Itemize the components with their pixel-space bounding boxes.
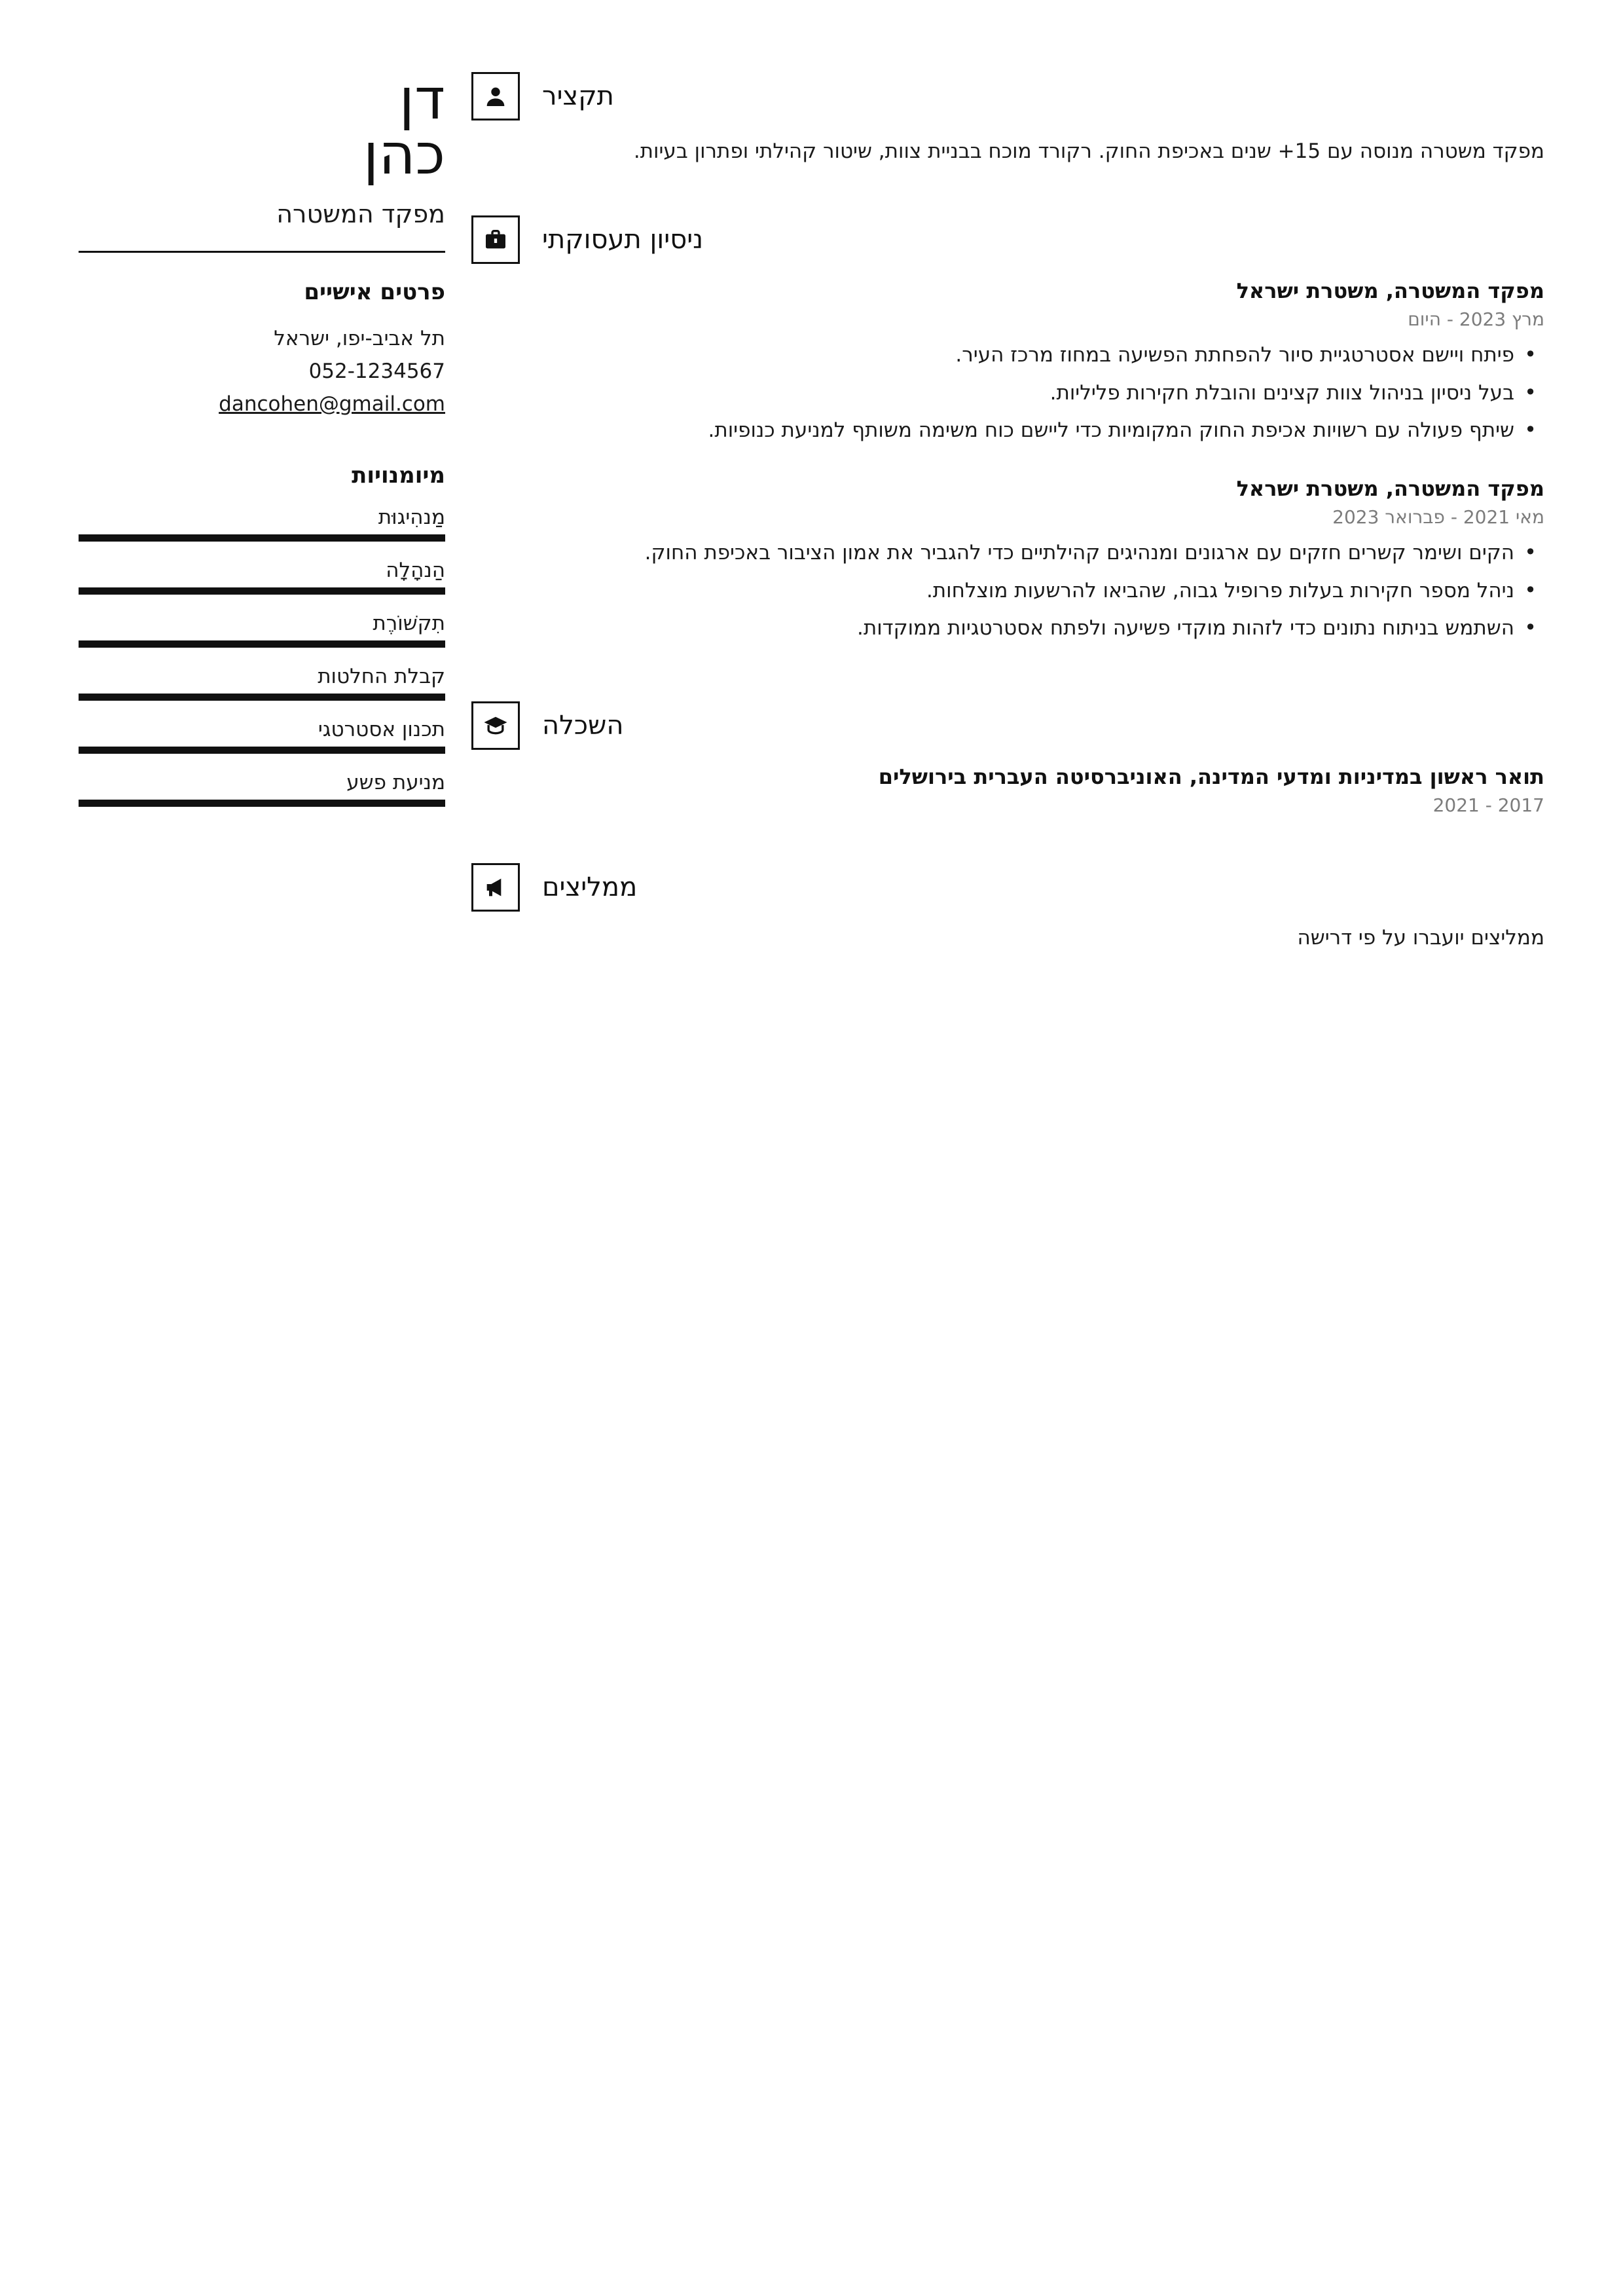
references-section [471,863,1544,950]
experience-item [471,476,1544,645]
job-title: מפקד המשטרה [276,199,445,229]
contact-location: תל אביב-יפו, ישראל [274,326,445,350]
experience-bullet: • ניהל מספר חקירות בעלות פרופיל גבוה, שהביאו להרשעות מוצלחות. [471,575,1514,608]
education-section [471,701,1544,816]
experience-bullet: • פיתח ויישם אסטרטגיית סיור להפחתת הפשיעה במחוז מרכז העיר. [471,339,1514,372]
skill-label: קבלת החלטות [318,665,445,689]
skill-label: מניעת פשע [346,771,445,795]
skill-level-bar [79,587,445,595]
first-name: דן [399,67,445,132]
skill-level-bar [79,747,445,754]
spacer [471,179,1544,215]
references-title: ממליצים [542,872,638,902]
experience-role: מפקד המשטרה, משטרת ישראל [1236,475,1544,501]
skill-level-bar [79,534,445,542]
experience-bullets [471,339,1544,447]
skill-level-bar [79,640,445,648]
skills-section [79,462,445,807]
experience-bullet: • שיתף פעולה עם רשויות אכיפת החוק המקומיות כדי ליישם כוח משימה משותף למניעת כנופיות. [471,415,1514,447]
references-body [471,926,1544,950]
experience-bullets [471,537,1544,645]
skill-item [79,506,445,542]
contact-phone: 052-1234567 [308,359,445,383]
main-content [471,72,1544,960]
personal-details-title: פרטים אישיים [304,278,445,305]
summary-section-header [471,72,1544,120]
skill-label: מַנהִיגוּת [378,506,445,530]
summary-text: מפקד משטרה מנוסה עם 15+ שנים באכיפת החוק. רקורד מוכח בבניית צוות, שיטור קהילתי ופתרון בעיות. [633,139,1544,163]
personal-details-section [79,279,445,421]
briefcase-icon [471,215,520,264]
skill-item [79,665,445,701]
sidebar [79,67,471,960]
experience-title: ניסיון תעסוקתי [542,225,704,255]
skill-level-bar [79,800,445,807]
experience-bullet: • בעל ניסיון בניהול צוות קצינים והובלת חקירות פליליות. [471,377,1514,410]
education-dates: 2017 - 2021 [1432,794,1544,816]
experience-section [471,215,1544,645]
summary-title: תקציר [542,81,614,111]
experience-item [471,278,1544,447]
spacer [471,674,1544,701]
skill-item [79,612,445,648]
graduation-cap-icon [471,701,520,750]
spacer [471,826,1544,863]
education-body [471,764,1544,816]
skill-item [79,718,445,754]
header-divider [79,251,445,253]
experience-role: מפקד המשטרה, משטרת ישראל [1236,278,1544,304]
experience-section-header [471,215,1544,264]
education-degree: תואר ראשון במדיניות ומדעי המדינה, האוניברסיטה העברית בירושלים [878,764,1544,789]
skills-title: מיומנויות [352,462,445,489]
experience-bullet: • הקים ושימר קשרים חזקים עם ארגונים ומנהיגים קהילתיים כדי להגביר את אמון הציבור באכיפת החוק. [471,537,1514,570]
skill-item [79,559,445,595]
resume-layout [0,0,1623,960]
megaphone-icon [471,863,520,912]
summary-body [471,135,1544,168]
skill-label: הַנהָלָה [386,559,445,583]
references-section-header [471,863,1544,912]
skill-label: תִקשׁוֹרֶת [373,612,445,636]
education-title: השכלה [542,710,624,741]
references-text: ממליצים יועברו על פי דרישה [1297,925,1544,950]
experience-dates: מרץ 2023 - היום [1408,308,1544,331]
name-block [79,67,445,229]
skill-level-bar [79,694,445,701]
experience-body [471,278,1544,645]
person-icon [471,72,520,120]
skill-label: תכנון אסטרטגי [318,718,445,742]
experience-dates: מאי 2021 - פברואר 2023 [1332,506,1544,528]
skill-item [79,771,445,807]
experience-bullet: • השתמש בניתוח נתונים כדי לזהות מוקדי פשיעה ולפתח אסטרטגיות ממוקדות. [471,612,1514,645]
education-section-header [471,701,1544,750]
summary-section [471,72,1544,168]
contact-email[interactable]: dancohen@gmail.com [219,392,445,416]
last-name: כהן [363,122,445,188]
